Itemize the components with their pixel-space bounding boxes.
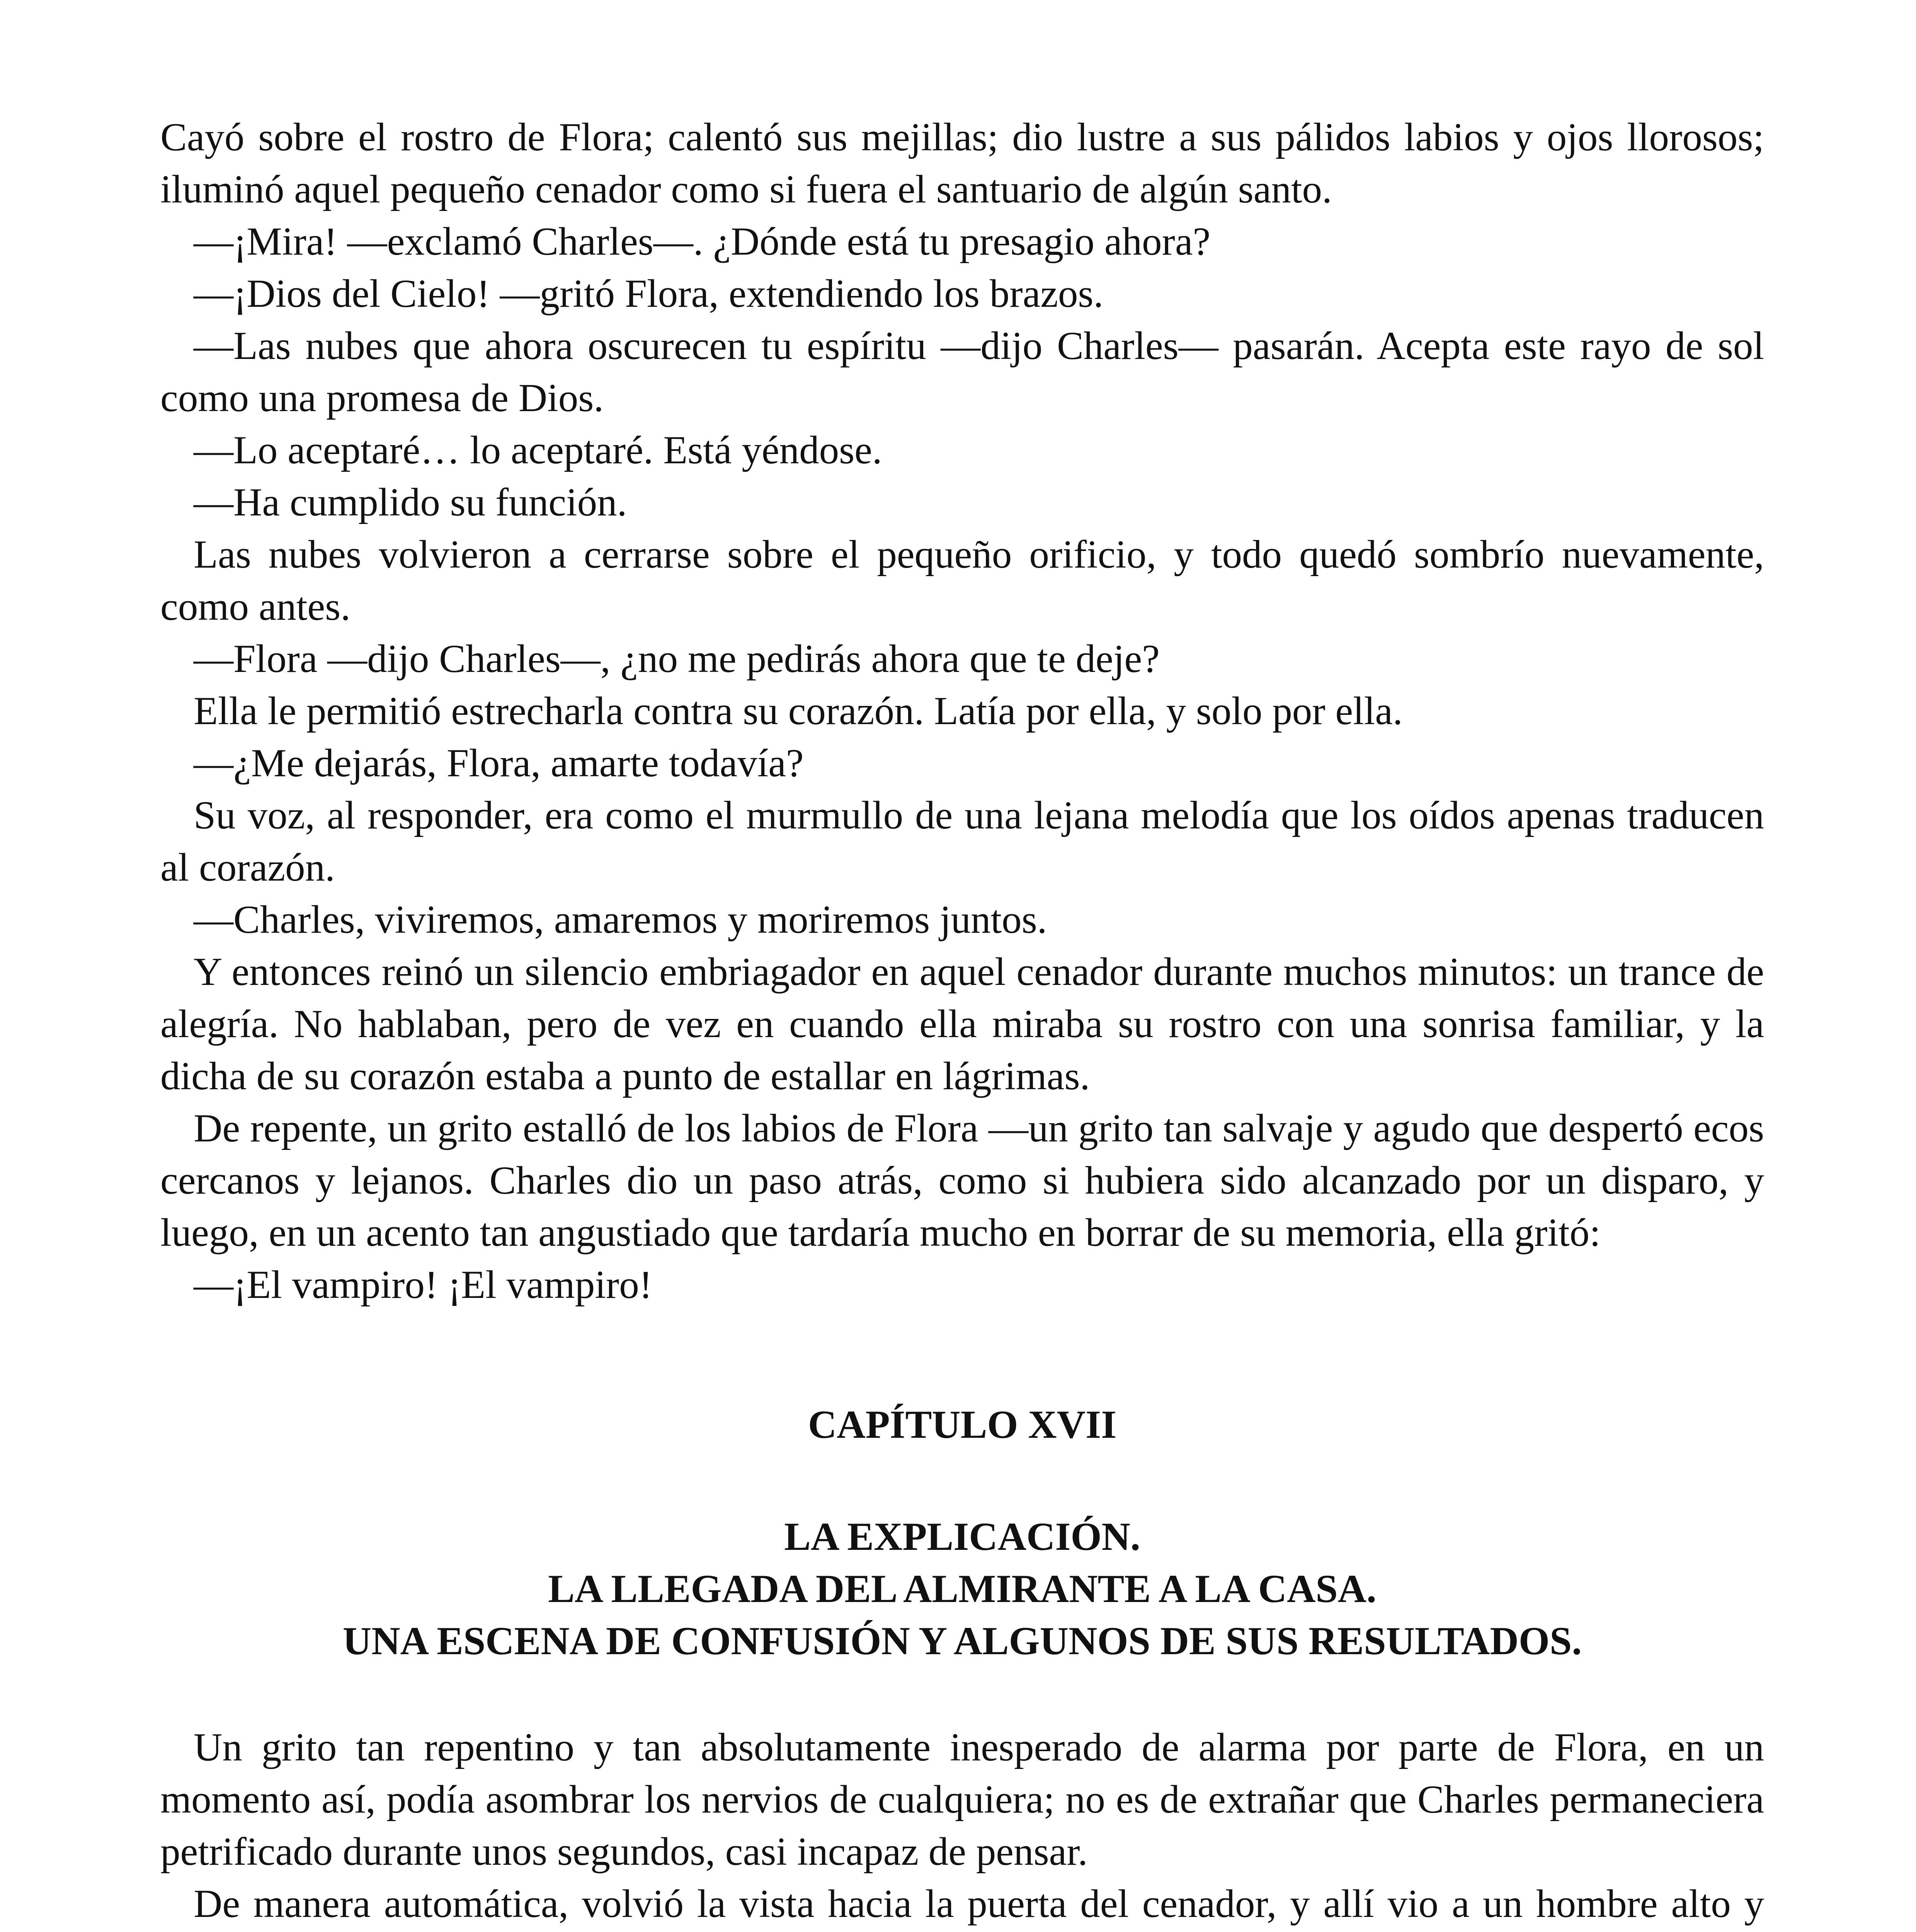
chapter-title	[160, 1511, 1764, 1667]
chapter-title-line: LA EXPLICACIÓN.	[784, 1515, 1140, 1559]
paragraph: —Flora —dijo Charles—, ¿no me pedirás ahora que te deje?	[194, 637, 1160, 681]
paragraph: —Ha cumplido su función.	[194, 480, 627, 524]
paragraph: Ella le permitió estrecharla contra su corazón. Latía por ella, y solo por ella.	[194, 689, 1403, 733]
body-text-bottom	[160, 1721, 1764, 1932]
paragraph: Las nubes volvieron a cerrarse sobre el pequeño orificio, y todo quedó sombrío nuevamente, como antes.	[160, 532, 1764, 629]
paragraph: —¡Mira! —exclamó Charles—. ¿Dónde está tu presagio ahora?	[194, 219, 1211, 264]
paragraph: —¡El vampiro! ¡El vampiro!	[194, 1263, 653, 1307]
paragraph: Cayó sobre el rostro de Flora; calentó sus mejillas; dio lustre a sus pálidos labios y ojos llorosos; iluminó aquel pequeño cenador como si fuera el santuario de algún santo.	[160, 115, 1764, 211]
chapter-title-line: LA LLEGADA DEL ALMIRANTE A LA CASA.	[548, 1567, 1377, 1611]
paragraph: —Lo aceptaré… lo aceptaré. Está yéndose.	[194, 428, 882, 472]
body-text-top	[160, 111, 1764, 1311]
paragraph: De manera automática, volvió la vista hacia la puerta del cenador, y allí vio a un hombre alto y	[194, 1882, 1764, 1926]
paragraph: —¡Dios del Cielo! —gritó Flora, extendiendo los brazos.	[194, 272, 1104, 316]
paragraph: De repente, un grito estalló de los labios de Flora —un grito tan salvaje y agudo que despertó ecos cercanos y lejanos. Charles dio un paso atrás, como si hubiera sido alcanzado por un disparo, y luego, en un acento tan angustiado que tardaría mucho en borrar de su memoria, ella gritó:	[160, 1106, 1764, 1255]
paragraph: Y entonces reinó un silencio embriagador en aquel cenador durante muchos minutos: un trance de alegría. No hablaban, pero de vez en cuando ella miraba su rostro con una sonrisa familiar, y la dicha de su corazón estaba a punto de estallar en lágrimas.	[160, 950, 1764, 1098]
paragraph: Un grito tan repentino y tan absolutamente inesperado de alarma por parte de Flora, en un momento así, podía asombrar los nervios de cualquiera; no es de extrañar que Charles permaneciera petrificado durante unos segundos, casi incapaz de pensar.	[160, 1725, 1764, 1874]
paragraph: —Charles, viviremos, amaremos y moriremos juntos.	[194, 898, 1047, 942]
paragraph: —Las nubes que ahora oscurecen tu espíritu —dijo Charles— pasarán. Acepta este rayo de sol como una promesa de Dios.	[160, 324, 1764, 420]
chapter-title-line: UNA ESCENA DE CONFUSIÓN Y ALGUNOS DE SUS RESULTADOS.	[342, 1619, 1582, 1663]
chapter-number: CAPÍTULO XVII	[808, 1403, 1117, 1447]
paragraph: Su voz, al responder, era como el murmullo de una lejana melodía que los oídos apenas traducen al corazón.	[160, 793, 1764, 889]
paragraph: —¿Me dejarás, Flora, amarte todavía?	[194, 741, 804, 785]
